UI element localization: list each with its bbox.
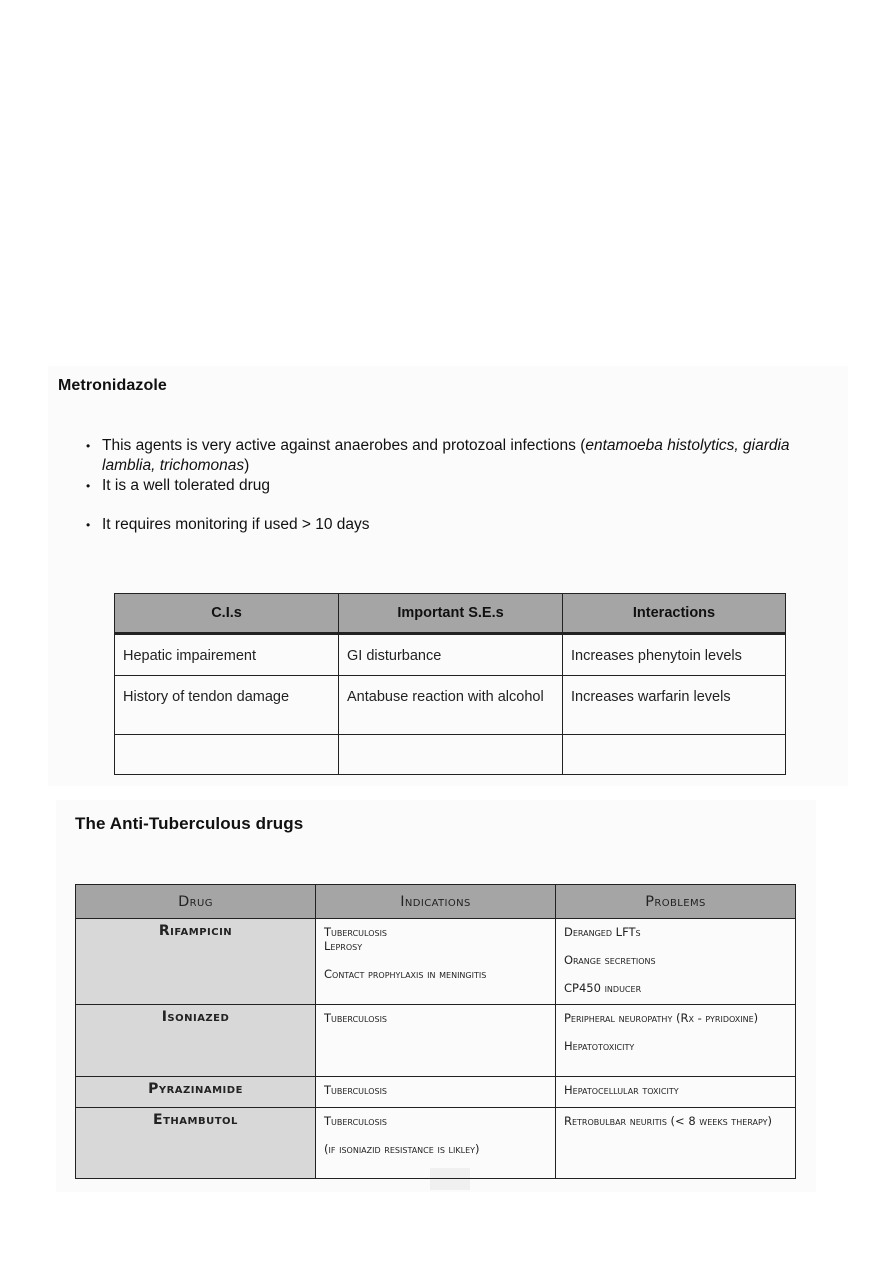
problems-cell: [556, 1077, 796, 1108]
column-header: Drug: [76, 885, 316, 919]
indications-cell: [316, 1077, 556, 1108]
problems-cell: [556, 919, 796, 1005]
cell-line: Tuberculosis: [324, 1114, 388, 1128]
table-cell: History of tendon damage: [115, 676, 339, 735]
table-cell: GI disturbance: [339, 634, 563, 676]
cell-line: Tuberculosis: [324, 1011, 388, 1025]
bullet-text: It is a well tolerated drug: [102, 477, 271, 494]
column-header: C.I.s: [115, 594, 339, 634]
table-header-row: [76, 885, 796, 919]
bullet-item: [86, 515, 836, 535]
bullet-italic-text: entamoeba histolytics, giardia lamblia, trichomonas: [102, 437, 790, 474]
bullet-item: [86, 436, 836, 476]
drug-name-cell: Rifampicin: [76, 919, 316, 1005]
cell-line: Hepatocellular toxicity: [564, 1083, 679, 1097]
antitb-title: The Anti-Tuberculous drugs: [75, 814, 304, 833]
column-header: Indications: [316, 885, 556, 919]
cell-line: (if isoniazid resistance is likley): [324, 1142, 480, 1156]
cell-line: Tuberculosis: [324, 1083, 388, 1097]
table-header-row: [115, 594, 786, 634]
table-row: [76, 1108, 796, 1179]
antitb-table: [75, 884, 796, 1179]
cell-line: Peripheral neuropathy (Rx - pyridoxine): [564, 1011, 759, 1025]
problems-cell: [556, 1005, 796, 1077]
table-row: [76, 1005, 796, 1077]
cell-line: Leprosy: [324, 939, 363, 953]
column-header: Interactions: [563, 594, 786, 634]
indications-cell: [316, 1005, 556, 1077]
drug-name-cell: Isoniazed: [76, 1005, 316, 1077]
table-row: [76, 1077, 796, 1108]
cell-line: Deranged LFTs: [564, 925, 641, 939]
cell-line: Orange secretions: [564, 953, 656, 967]
table-cell: [563, 735, 786, 775]
table-cell: Antabuse reaction with alcohol: [339, 676, 563, 735]
table-cell: Hepatic impairement: [115, 634, 339, 676]
indications-cell: [316, 1108, 556, 1179]
cell-line: Hepatotoxicity: [564, 1039, 635, 1053]
problems-cell: [556, 1108, 796, 1179]
metronidazole-bullets: [86, 436, 836, 535]
table-cell: Increases phenytoin levels: [563, 634, 786, 676]
metronidazole-table: [114, 593, 786, 775]
cell-line: Tuberculosis: [324, 925, 388, 939]
bullet-text: It requires monitoring if used > 10 days: [102, 516, 370, 533]
column-header: Problems: [556, 885, 796, 919]
cell-line: Retrobulbar neuritis (< 8 weeks therapy): [564, 1114, 772, 1128]
table-cell: Increases warfarin levels: [563, 676, 786, 735]
table-row: [115, 676, 786, 735]
cell-line: CP450 inducer: [564, 981, 642, 995]
drug-name-cell: Ethambutol: [76, 1108, 316, 1179]
table-row: [76, 919, 796, 1005]
indications-cell: [316, 919, 556, 1005]
table-cell: [339, 735, 563, 775]
bullet-text: This agents is very active against anaerobes and protozoal infections (: [102, 437, 586, 454]
bullet-text: ): [244, 457, 250, 474]
table-row: [115, 735, 786, 775]
metronidazole-title: Metronidazole: [58, 377, 167, 394]
table-cell: [115, 735, 339, 775]
bullet-item: [86, 476, 836, 496]
drug-name-cell: Pyrazinamide: [76, 1077, 316, 1108]
table-row: [115, 634, 786, 676]
column-header: Important S.E.s: [339, 594, 563, 634]
cell-line: Contact prophylaxis in meningitis: [324, 967, 487, 981]
